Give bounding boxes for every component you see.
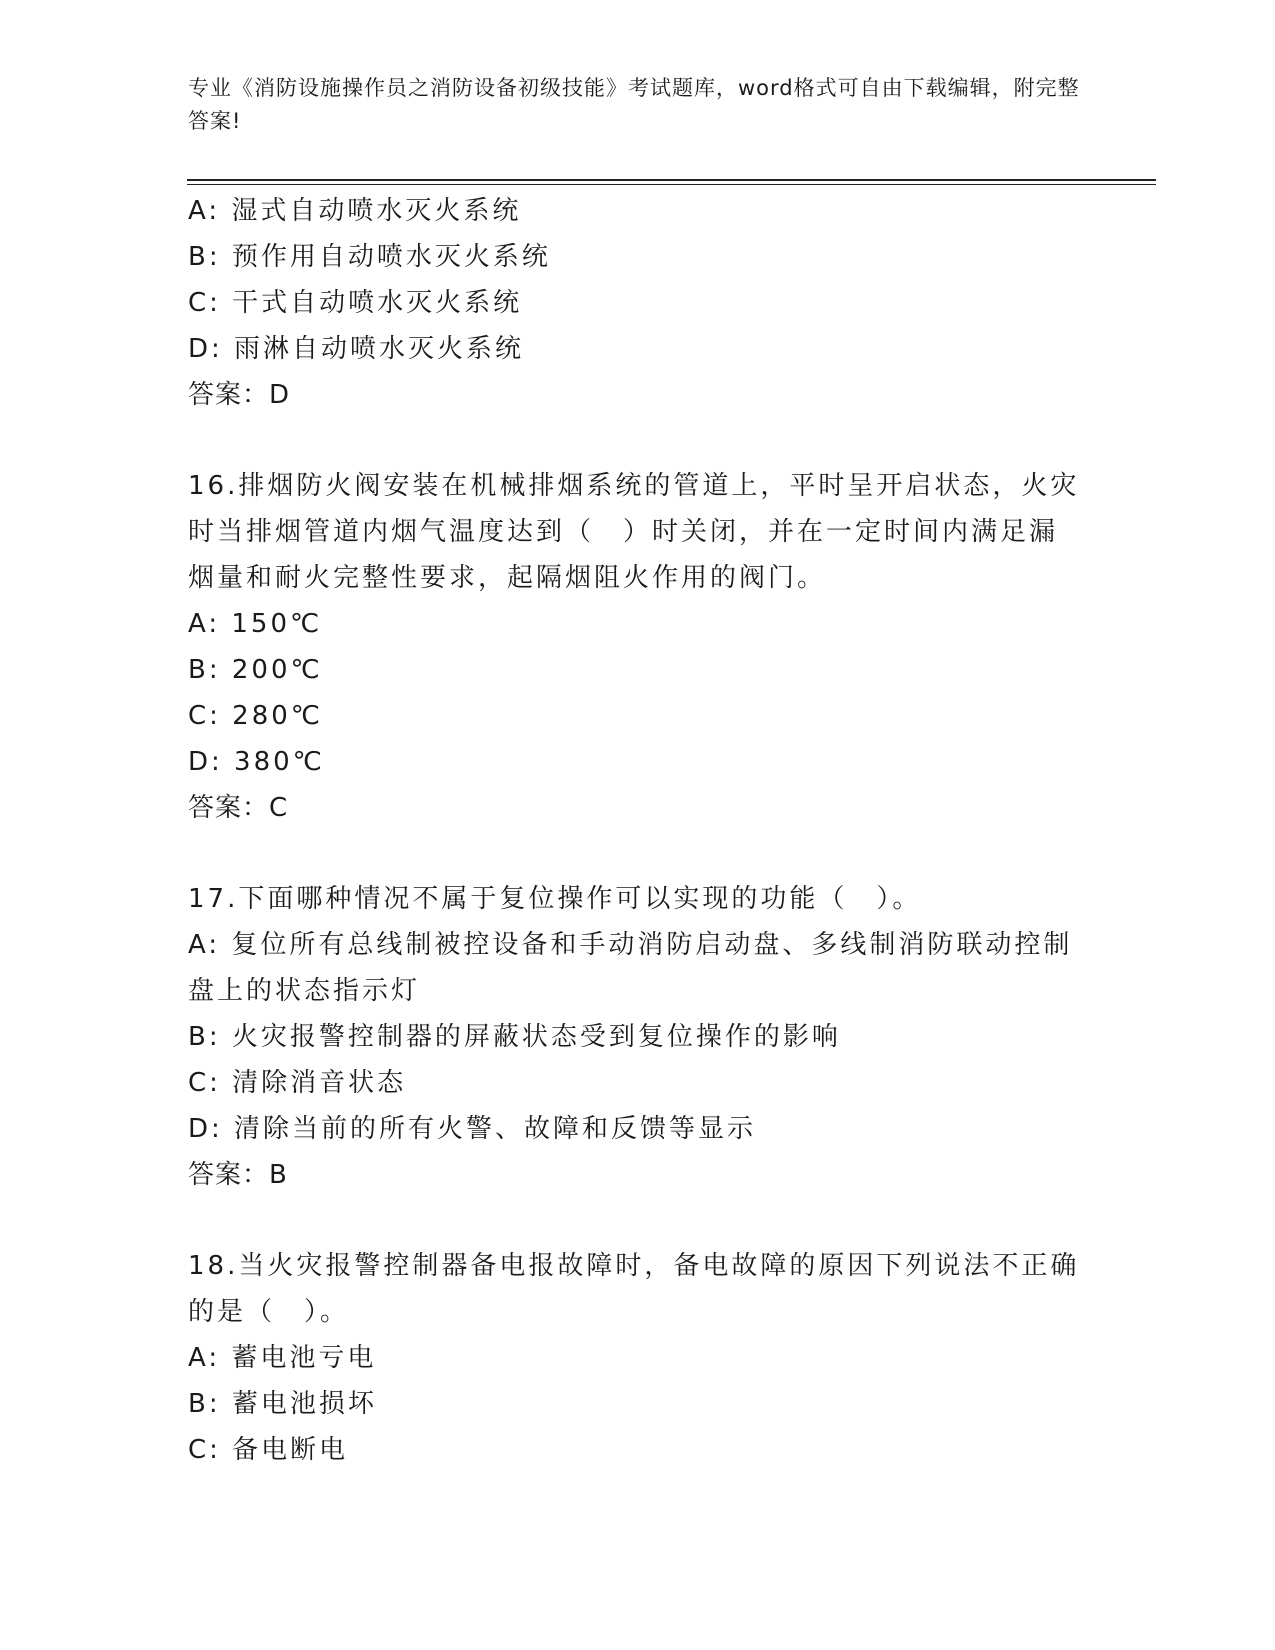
question-text: 17.下面哪种情况不属于复位操作可以实现的功能（ ）。 bbox=[188, 884, 922, 914]
option-a-continued: 盘上的状态指示灯 bbox=[188, 976, 421, 1006]
question-block-18 bbox=[188, 1243, 1088, 1473]
option-a: A: 蓄电池亏电 bbox=[188, 1343, 377, 1373]
question-block-17 bbox=[188, 876, 1088, 1198]
question-text: 烟量和耐火完整性要求，起隔烟阻火作用的阀门。 bbox=[188, 563, 827, 593]
answer-line: 答案：C bbox=[188, 793, 289, 823]
header-rule-thick bbox=[187, 179, 1156, 181]
option-d: D: 雨淋自动喷水灭火系统 bbox=[188, 334, 525, 364]
option-c: C: 清除消音状态 bbox=[188, 1068, 407, 1098]
header-rule-thin bbox=[187, 184, 1156, 185]
question-text: 的是（ ）。 bbox=[188, 1297, 350, 1327]
answer-line: 答案：B bbox=[188, 1160, 288, 1190]
question-block-16 bbox=[188, 463, 1088, 831]
option-c: C: 280℃ bbox=[188, 701, 324, 731]
option-a: A: 复位所有总线制被控设备和手动消防启动盘、多线制消防联动控制 bbox=[188, 930, 1073, 960]
option-b: B: 火灾报警控制器的屏蔽状态受到复位操作的影响 bbox=[188, 1022, 841, 1052]
option-d: D: 380℃ bbox=[188, 747, 325, 777]
question-text: 16.排烟防火阀安装在机械排烟系统的管道上，平时呈开启状态，火灾 bbox=[188, 471, 1080, 501]
question-text: 18.当火灾报警控制器备电报故障时，备电故障的原因下列说法不正确 bbox=[188, 1251, 1080, 1281]
option-c: C: 备电断电 bbox=[188, 1435, 349, 1465]
option-b: B: 预作用自动喷水灭火系统 bbox=[188, 242, 551, 272]
question-text: 时当排烟管道内烟气温度达到（ ）时关闭，并在一定时间内满足漏 bbox=[188, 517, 1059, 547]
question-list bbox=[188, 188, 1088, 1473]
option-b: B: 蓄电池损坏 bbox=[188, 1389, 377, 1419]
option-b: B: 200℃ bbox=[188, 655, 323, 685]
answer-line: 答案：D bbox=[188, 380, 291, 410]
option-a: A: 150℃ bbox=[188, 609, 323, 639]
option-a: A: 湿式自动喷水灭火系统 bbox=[188, 196, 522, 226]
option-c: C: 干式自动喷水灭火系统 bbox=[188, 288, 523, 318]
option-d: D: 清除当前的所有火警、故障和反馈等显示 bbox=[188, 1114, 757, 1144]
question-block-15 bbox=[188, 188, 1088, 418]
document-header: 专业《消防设施操作员之消防设备初级技能》考试题库，word格式可自由下载编辑，附完整答案! bbox=[188, 76, 1080, 133]
